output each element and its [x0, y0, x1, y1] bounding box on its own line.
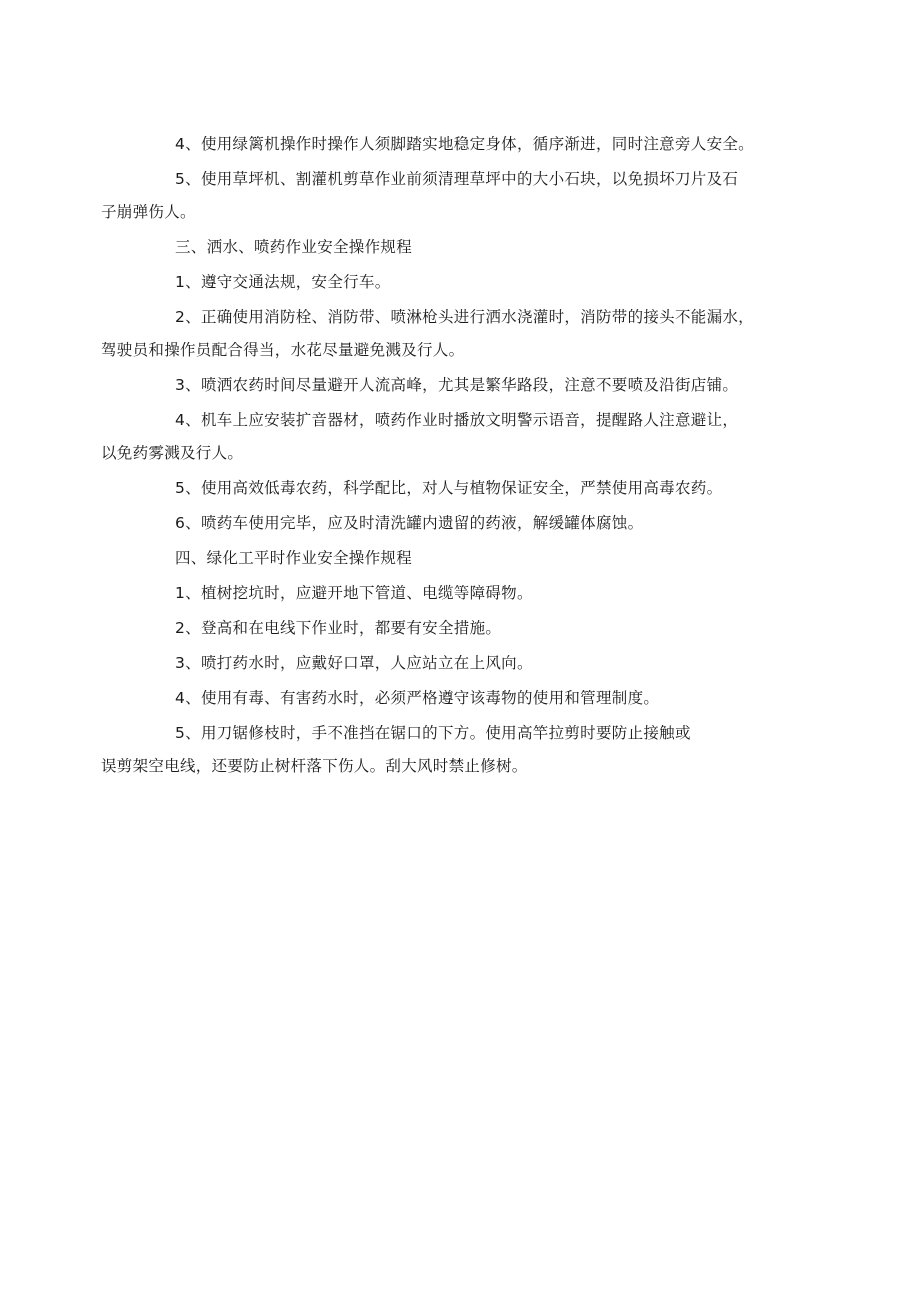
- paragraph: [138, 266, 810, 299]
- text-line: 2、正确使用消防栓、消防带、喷淋枪头进行洒水浇灌时，消防带的接头不能漏水，: [175, 308, 754, 326]
- paragraph: [138, 472, 810, 505]
- text-line: 以免药雾溅及行人。: [101, 444, 244, 462]
- text-line: 4、使用绿篱机操作时操作人须脚踏实地稳定身体，循序渐进，同时注意旁人安全。: [175, 135, 754, 153]
- text-line: 3、喷洒农药时间尽量避开人流高峰，尤其是繁华路段，注意不要喷及沿街店铺。: [175, 376, 739, 394]
- text-line: 3、喷打药水时，应戴好口罩，人应站立在上风向。: [175, 654, 533, 672]
- text-line: 1、遵守交通法规，安全行车。: [175, 273, 391, 291]
- text-line: 四、绿化工平时作业安全操作规程: [175, 549, 413, 567]
- paragraph: [138, 682, 810, 715]
- text-line: 5、用刀锯修枝时，手不准挡在锯口的下方。使用高竿拉剪时要防止接触或: [175, 724, 691, 742]
- paragraph: [138, 128, 810, 161]
- text-line: 5、使用高效低毒农药，科学配比，对人与植物保证安全，严禁使用高毒农药。: [175, 479, 723, 497]
- paragraph: [101, 404, 810, 470]
- text-line: 子崩弹伤人。: [101, 203, 196, 221]
- document-body: [101, 128, 810, 785]
- text-line: 4、机车上应安装扩音器材，喷药作业时播放文明警示语音，提醒路人注意避让，: [175, 411, 739, 429]
- text-line: 1、植树挖坑时，应避开地下管道、电缆等障碍物。: [175, 584, 533, 602]
- paragraph: [138, 577, 810, 610]
- paragraph: [138, 369, 810, 402]
- text-line: 4、使用有毒、有害药水时，必须严格遵守该毒物的使用和管理制度。: [175, 689, 660, 707]
- text-line: 6、喷药车使用完毕，应及时清洗罐内遗留的药液，解缓罐体腐蚀。: [175, 514, 644, 532]
- text-line: 驾驶员和操作员配合得当，水花尽量避免溅及行人。: [101, 341, 465, 359]
- text-line: 三、洒水、喷药作业安全操作规程: [175, 238, 413, 256]
- text-line: 5、使用草坪机、割灌机剪草作业前须清理草坪中的大小石块，以免损坏刀片及石: [175, 170, 739, 188]
- section-heading: [138, 231, 810, 264]
- paragraph: [138, 507, 810, 540]
- paragraph: [101, 301, 810, 367]
- section-heading: [138, 542, 810, 575]
- text-line: 2、登高和在电线下作业时，都要有安全措施。: [175, 619, 502, 637]
- paragraph: [101, 717, 810, 783]
- paragraph: [138, 647, 810, 680]
- paragraph: [138, 612, 810, 645]
- paragraph: [101, 163, 810, 229]
- text-line: 误剪架空电线，还要防止树杆落下伤人。刮大风时禁止修树。: [101, 757, 528, 775]
